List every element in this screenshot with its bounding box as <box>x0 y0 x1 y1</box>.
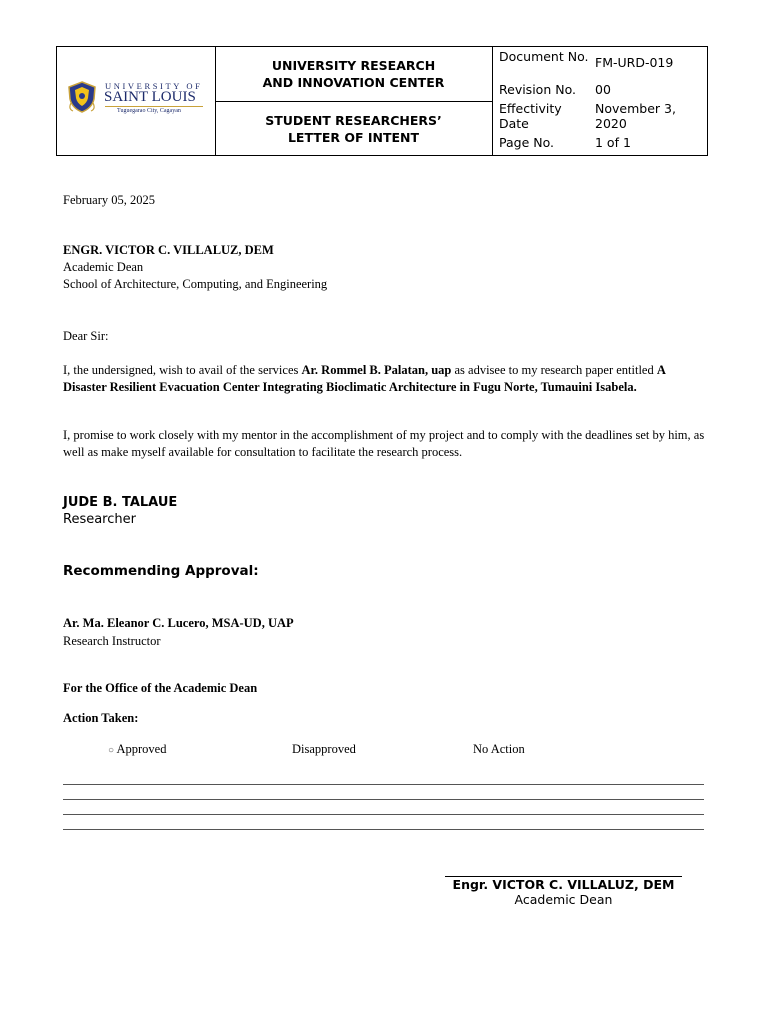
logo-divider <box>105 106 203 107</box>
header-title-cell <box>215 47 493 155</box>
header-form-title <box>215 102 492 155</box>
university-seal-icon <box>67 81 97 113</box>
para1-text-a: I, the undersigned, wish to avail of the services <box>63 363 302 377</box>
signatory-role: Academic Dean <box>514 892 613 907</box>
form-title-line2: LETTER OF INTENT <box>287 129 420 145</box>
logo-university-of: UNIVERSITY OF <box>105 81 203 91</box>
adviser-name: Ar. Rommel B. Palatan, uap <box>301 363 452 377</box>
researcher-name: JUDE B. TALAUE <box>63 495 178 510</box>
remarks-line <box>63 814 704 815</box>
para1-text-b: as advisee to my research paper entitled <box>451 363 657 377</box>
recipient-name: ENGR. VICTOR C. VILLALUZ, DEM <box>63 243 274 257</box>
instructor-name: Ar. Ma. Eleanor C. Lucero, MSA-UD, UAP <box>63 616 294 630</box>
paragraph-intent <box>63 362 708 396</box>
researcher-role: Researcher <box>63 512 136 527</box>
meta-value: 00 <box>595 82 611 97</box>
meta-key: Effectivity Date <box>499 101 562 131</box>
logo-location: Tuguegarao City, Cagayan <box>117 108 181 114</box>
document-meta-cell <box>493 47 707 155</box>
form-title-line1: STUDENT RESEARCHERS’ <box>265 112 442 128</box>
meta-value: FM-URD-019 <box>595 55 674 70</box>
meta-value: 1 of 1 <box>595 135 631 150</box>
center-title-line2: AND INNOVATION CENTER <box>262 75 445 90</box>
meta-value: November 3, 2020 <box>595 101 676 131</box>
meta-key: Revision No. <box>499 82 576 97</box>
option-approved[interactable] <box>108 741 166 759</box>
dean-office-heading: For the Office of the Academic Dean <box>63 681 258 695</box>
option-approved-label: Approved <box>116 742 167 756</box>
letter-date: February 05, 2025 <box>63 193 155 207</box>
recipient-school: School of Architecture, Computing, and Engineering <box>63 277 328 291</box>
remarks-line <box>63 799 704 800</box>
option-no-action[interactable]: No Action <box>473 742 525 756</box>
option-disapproved[interactable]: Disapproved <box>292 742 356 756</box>
signatory-name: Engr. VICTOR C. VILLALUZ, DEM <box>452 877 675 892</box>
document-header-table <box>56 46 708 156</box>
action-taken-heading: Action Taken: <box>63 711 139 725</box>
header-center-title <box>215 47 492 102</box>
logo-cell <box>57 47 216 155</box>
instructor-role: Research Instructor <box>63 634 161 648</box>
logo-saint-louis: SAINT LOUIS <box>104 89 196 105</box>
meta-key: Page No. <box>499 135 554 150</box>
remarks-line <box>63 784 704 785</box>
recipient-title: Academic Dean <box>63 260 144 274</box>
radio-circle-icon[interactable]: ○ <box>108 745 115 756</box>
research-title: A Disaster Resilient Evacuation Center Integrating Bioclimatic Architecture in Fugu Norte, Tumauini Isabela. <box>63 363 666 394</box>
university-logo <box>65 77 210 127</box>
paragraph-commitment: I, promise to work closely with my mentor in the accomplishment of my project and to comply with the deadlines set by him, as well as make myself available for consultation to facilitate the research process. <box>63 428 705 459</box>
salutation: Dear Sir: <box>63 329 109 343</box>
recommending-approval-heading: Recommending Approval: <box>63 563 259 579</box>
remarks-line <box>63 829 704 830</box>
meta-key: Document No. <box>499 49 589 64</box>
center-title-line1: UNIVERSITY RESEARCH <box>271 58 436 73</box>
